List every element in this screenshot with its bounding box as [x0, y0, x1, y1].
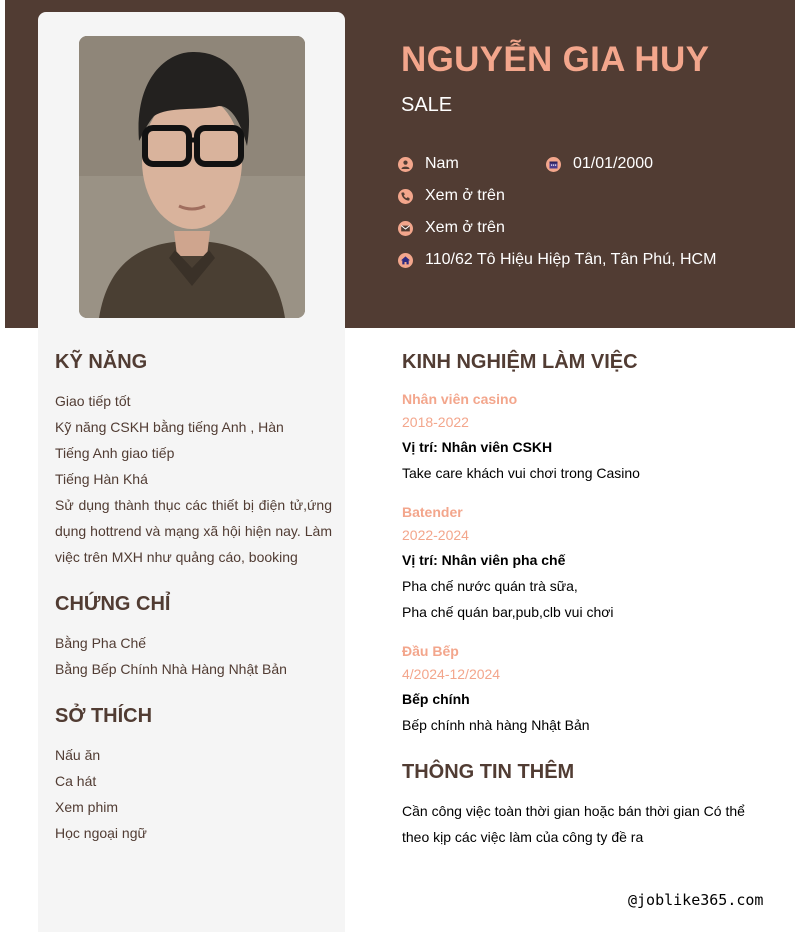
dob-value: 01/01/2000	[573, 155, 654, 172]
address-value: 110/62 Tô Hiệu Hiệp Tân, Tân Phú, HCM	[425, 251, 717, 268]
hobby-item: Xem phim	[55, 799, 119, 815]
profile-photo	[79, 36, 305, 318]
user-icon	[398, 157, 413, 172]
home-icon	[398, 253, 413, 268]
job-position: Vị trí: Nhân viên CSKH	[402, 439, 553, 455]
skill-item: Kỹ năng CSKH bằng tiếng Anh , Hàn	[55, 419, 284, 435]
job-period: 4/2024-12/2024	[402, 666, 501, 682]
phone-value: Xem ở trên	[425, 187, 505, 204]
job-description: Pha chế quán bar,pub,clb vui chơi	[402, 604, 614, 620]
info-address	[398, 250, 716, 270]
hobby-item: Ca hát	[55, 773, 97, 789]
phone-icon	[398, 189, 413, 204]
email-icon	[398, 221, 413, 236]
job-description: Bếp chính nhà hàng Nhật Bản	[402, 717, 590, 733]
certificate-item: Bằng Bếp Chính Nhà Hàng Nhật Bản	[55, 661, 287, 677]
skill-item: Tiếng Hàn Khá	[55, 471, 148, 487]
job-description: Pha chế nước quán trà sữa,	[402, 578, 578, 594]
certificate-item: Bằng Pha Chế	[55, 635, 147, 651]
job-company: Batender	[402, 504, 463, 520]
certificates-title: CHỨNG CHỈ	[55, 593, 171, 615]
gender-value: Nam	[425, 155, 459, 172]
info-gender	[398, 154, 459, 174]
hobby-item: Nấu ăn	[55, 747, 101, 763]
skill-item: Giao tiếp tốt	[55, 393, 131, 409]
hobbies-title: SỞ THÍCH	[55, 705, 153, 727]
candidate-name: NGUYỄN GIA HUY	[401, 40, 710, 79]
job-company: Nhân viên casino	[402, 391, 518, 407]
job-position: Bếp chính	[402, 691, 470, 707]
watermark: @joblike365.com	[628, 891, 764, 909]
skills-title: KỸ NĂNG	[55, 351, 148, 373]
job-position: Vị trí: Nhân viên pha chế	[402, 552, 566, 568]
avatar	[79, 36, 305, 318]
info-email	[398, 218, 505, 238]
candidate-role: SALE	[401, 94, 453, 116]
experience-title: KINH NGHIỆM LÀM VIỆC	[402, 351, 638, 373]
extra-info-text: Cần công việc toàn thời gian hoặc bán thời gian Có thể theo kịp các việc làm của công ty đề ra	[402, 803, 745, 845]
hobby-item: Học ngoại ngữ	[55, 825, 147, 841]
extra-info-title: THÔNG TIN THÊM	[402, 761, 575, 783]
job-description: Take care khách vui chơi trong Casino	[402, 465, 640, 481]
skill-item: Tiếng Anh giao tiếp	[55, 445, 175, 461]
email-value: Xem ở trên	[425, 219, 505, 236]
job-period: 2018-2022	[402, 414, 469, 430]
calendar-icon	[546, 157, 561, 172]
job-company: Đầu Bếp	[402, 643, 459, 659]
info-dob	[546, 154, 653, 174]
info-phone	[398, 186, 505, 206]
skill-item: Sử dụng thành thục các thiết bị điện tử,ứng dụng hottrend và mạng xã hội hiện nay. Làm việc trên MXH như quảng cáo, booking	[55, 497, 332, 565]
job-period: 2022-2024	[402, 527, 469, 543]
